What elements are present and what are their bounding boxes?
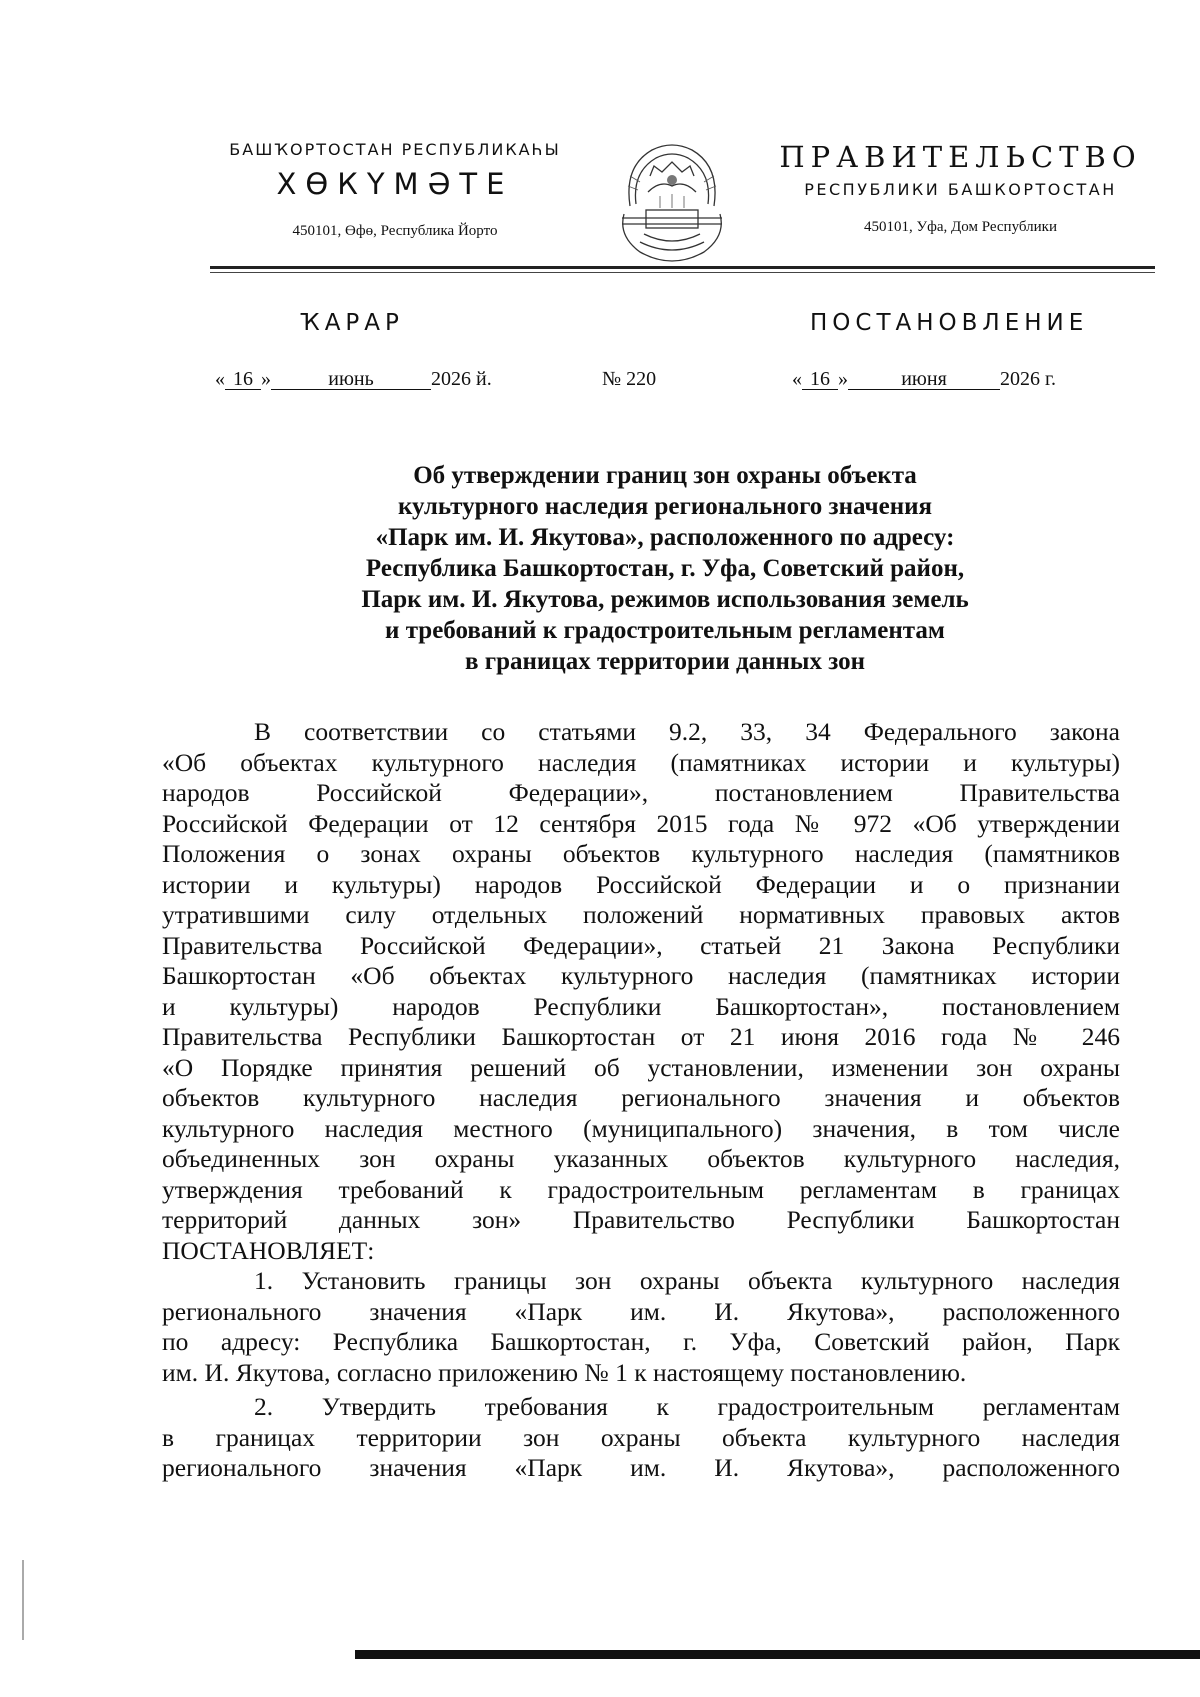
body-line: В соответствии со статьями 9.2, 33, 34 Федерального закона [254, 717, 1120, 746]
scan-bottom-bar [355, 1650, 1200, 1659]
body-line: культурного наследия местного (муниципального) значения, в том числе [162, 1113, 1120, 1143]
header-right-line2: РЕСПУБЛИКИ БАШКОРТОСТАН [804, 180, 1117, 199]
scan-left-mark [22, 1560, 24, 1640]
body-line: истории и культуры) народов Российской Федерации и о признании [162, 869, 1120, 899]
body-line: «Об объектах культурного наследия (памятниках истории и культуры) [162, 747, 1120, 777]
date-left-day: 16 [225, 369, 261, 390]
doc-type-right: ПОСТАНОВЛЕНИЕ [810, 310, 1089, 336]
body-line: «О Порядке принятия решений об установлении, изменении зон охраны [162, 1052, 1120, 1082]
body-line: регионального значения «Парк им. И. Якутова», расположенного [162, 1296, 1120, 1326]
body-line: им. И. Якутова, согласно приложению № 1 к настоящему постановлению. [162, 1357, 967, 1387]
body-line: утратившими силу отдельных положений нормативных правовых актов [162, 900, 1120, 929]
body-line: и культуры) народов Республики Башкортостан», постановлением [162, 991, 1120, 1021]
document-body [162, 717, 1120, 1484]
date-left [215, 368, 492, 391]
document-number: № 220 [602, 368, 657, 390]
header-right-block [768, 140, 1153, 236]
bashkortostan-coat-of-arms-icon [610, 136, 734, 268]
header-divider-thick [210, 266, 1155, 269]
body-line: объединенных зон охраны указанных объектов культурного наследия, [162, 1144, 1120, 1173]
date-left-year: 2026 й. [431, 368, 492, 390]
header-left-line2: ХӨКҮМӘТЕ [276, 167, 514, 201]
header-right-line1: ПРАВИТЕЛЬСТВО [779, 140, 1142, 174]
date-right-close: » [838, 368, 848, 390]
date-right-year: 2026 г. [1000, 368, 1056, 390]
body-line-item-2: 2. Утвердить требования к градостроительным регламентам [254, 1392, 1120, 1421]
header-left-block [205, 140, 585, 240]
body-line: по адресу: Республика Башкортостан, г. Уфа, Советский район, Парк [162, 1327, 1120, 1356]
body-line: регионального значения «Парк им. И. Якутова», расположенного [162, 1453, 1120, 1482]
title-line: Парк им. И. Якутова, режимов использования земель [361, 586, 969, 613]
title-line: Республика Башкортостан, г. Уфа, Советский район, [365, 555, 965, 582]
body-line: Правительства Российской Федерации», статьей 21 Закона Республики [162, 930, 1120, 960]
body-line-item-1: 1. Установить границы зон охраны объекта культурного наследия [254, 1266, 1120, 1295]
body-line: утверждения требований к градостроительным регламентам в границах [162, 1174, 1120, 1204]
header-right-address: 450101, Уфа, Дом Республики [864, 219, 1057, 235]
date-left-close: » [261, 368, 271, 390]
body-line: территорий данных зон» Правительство Республики Башкортостан [162, 1205, 1120, 1234]
header-left-line1: БАШҠОРТОСТАН РЕСПУБЛИКАҺЫ [229, 140, 561, 159]
body-line: в границах территории зон охраны объекта культурного наследия [162, 1422, 1120, 1452]
date-right [792, 368, 1056, 391]
title-line: культурного наследия регионального значения [397, 493, 933, 520]
body-line: Российской Федерации от 12 сентября 2015 года № 972 «Об утверждении [162, 808, 1120, 838]
body-line: Положения о зонах охраны объектов культурного наследия (памятников [162, 839, 1120, 868]
document-title [230, 460, 1100, 677]
doc-type-left: ҠАРАР [300, 310, 404, 336]
date-right-day: 16 [802, 369, 838, 390]
date-left-month: июнь [271, 369, 431, 390]
body-line: Башкортостан «Об объектах культурного наследия (памятниках истории [162, 961, 1120, 990]
date-left-open: « [215, 368, 225, 390]
header-left-address: 450101, Өфө, Республика Йорто [292, 223, 498, 239]
header-divider-thin [210, 272, 1155, 273]
title-line: и требований к градостроительным регламентам [385, 617, 945, 644]
body-line: народов Российской Федерации», постановлением Правительства [162, 778, 1120, 807]
title-line: Об утверждении границ зон охраны объекта [413, 462, 917, 489]
title-line: в границах территории данных зон [465, 648, 865, 675]
body-line: Правительства Республики Башкортостан от 21 июня 2016 года № 246 [162, 1022, 1120, 1051]
date-right-open: « [792, 368, 802, 390]
title-line: «Парк им. И. Якутова», расположенного по адресу: [375, 524, 955, 551]
date-right-month: июня [848, 369, 1000, 390]
body-line-resolves: ПОСТАНОВЛЯЕТ: [162, 1235, 375, 1265]
body-line: объектов культурного наследия регионального значения и объектов [162, 1083, 1120, 1112]
